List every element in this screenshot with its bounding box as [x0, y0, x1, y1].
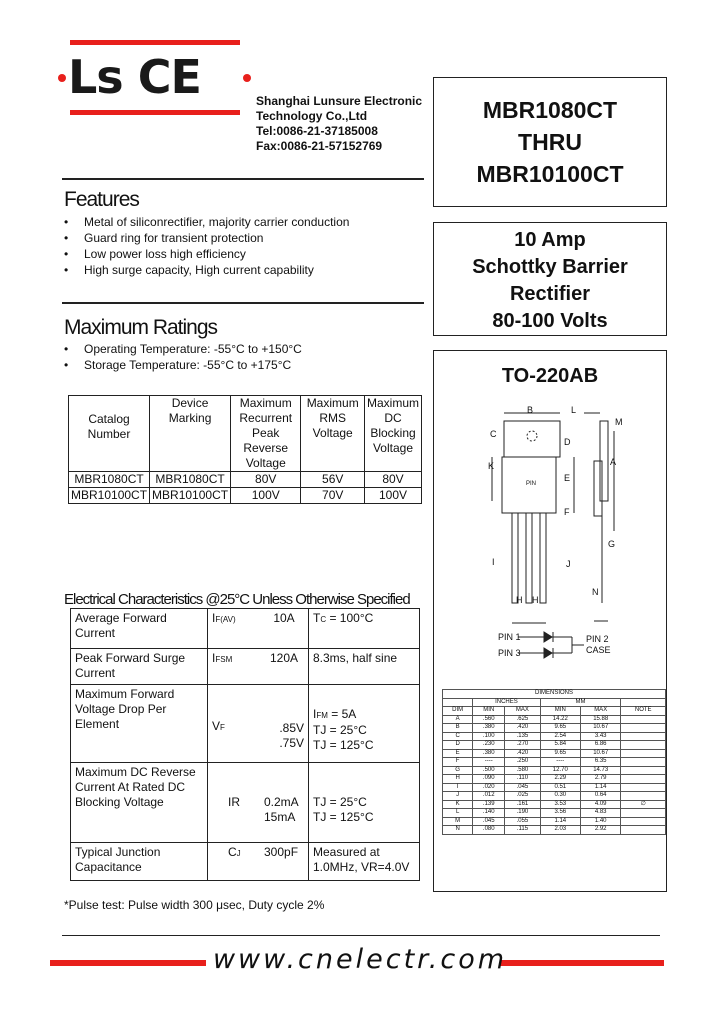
- table-row: D .230 .270 5.84 6.86: [443, 741, 666, 750]
- dimensions-inches: INCHES: [473, 698, 540, 707]
- company-tel: Tel:0086-21-37185008: [256, 124, 378, 138]
- part-thru: THRU: [518, 129, 582, 155]
- table-row: E .380 .420 9.65 10.67: [443, 749, 666, 758]
- company-name-line1: Shanghai Lunsure Electronic: [256, 94, 423, 108]
- table-row: N .080 .115 2.03 2.92: [443, 826, 666, 835]
- table-row: F ---- .250 ---- 6.35: [443, 758, 666, 767]
- spec-box: [433, 222, 667, 336]
- package-outline-drawing: [434, 391, 666, 651]
- table-row: Maximum DC Reverse Current At Rated DC Blocking Voltage IR 0.2mA 15mA TJ = 25°C TJ = 125°C: [71, 763, 420, 843]
- dim-header-note: NOTE: [621, 707, 666, 716]
- company-info: [256, 94, 422, 154]
- table-row: Typical Junction Capacitance CJ 300pF Measured at 1.0MHz, VR=4.0V: [71, 843, 420, 881]
- part-number-2: MBR10100CT: [476, 161, 624, 187]
- dimensions-title: DIMENSIONS: [443, 690, 666, 699]
- dim-label-f: F: [564, 507, 570, 517]
- table-row: Maximum Forward Voltage Drop Per Element VF .85V .75V IFM = 5A TJ = 25°C TJ = 125°C: [71, 685, 420, 763]
- table-row: Average Forward Current IF(AV) 10A TC = 100°C: [71, 609, 420, 649]
- header-rule: [62, 178, 424, 180]
- table-row: G .500 .580 12.70 14.73: [443, 766, 666, 775]
- dim-header-mm-min: MIN: [540, 707, 580, 716]
- part-number-1: MBR1080CT: [482, 97, 618, 123]
- table-row: M .045 .055 1.14 1.40: [443, 817, 666, 826]
- dim-header-mm-max: MAX: [581, 707, 621, 716]
- logo-bar-bottom: [70, 110, 240, 115]
- electrical-heading: Electrical Characteristics @25°C Unless Otherwise Specified: [64, 591, 410, 608]
- table-row: MBR10100CT MBR10100CT 100V 70V 100V: [69, 488, 422, 504]
- ratings-header-marking: Device Marking: [150, 396, 231, 472]
- ratings-header-vrrm: Maximum Recurrent Peak Reverse Voltage: [231, 396, 301, 472]
- dim-label-n: N: [592, 587, 599, 597]
- electrical-table: [70, 608, 420, 881]
- features-rule: [62, 302, 424, 304]
- logo: Ls CE: [68, 50, 201, 104]
- table-row: B .380 .420 9.65 10.67: [443, 724, 666, 733]
- dim-header-dim: DIM: [443, 707, 473, 716]
- company-fax: Fax:0086-21-57152769: [256, 139, 383, 153]
- ratings-heading: Maximum Ratings: [64, 316, 218, 339]
- dim-label-b: B: [527, 405, 534, 415]
- dim-header-in-min: MIN: [473, 707, 505, 716]
- feature-item: • High surge capacity, High current capability: [64, 262, 349, 278]
- dim-label-h2: H: [532, 595, 539, 605]
- dim-label-j: J: [566, 559, 571, 569]
- feature-item: • Guard ring for transient protection: [64, 230, 349, 246]
- ratings-table: [68, 395, 422, 504]
- spec-device: Rectifier: [509, 283, 591, 305]
- ratings-list: [64, 341, 302, 373]
- pulse-note: *Pulse test: Pulse width 300 μsec, Duty cycle 2%: [64, 898, 325, 912]
- table-row: J .012 .025 0.30 0.64: [443, 792, 666, 801]
- dim-label-m: M: [615, 417, 623, 427]
- rating-item: • Storage Temperature: -55°C to +175°C: [64, 357, 302, 373]
- spec-type: Schottky Barrier: [472, 256, 628, 278]
- dim-label-d: D: [564, 437, 571, 447]
- dimensions-table: [442, 689, 666, 835]
- dim-label-a: A: [610, 457, 617, 467]
- table-row: MBR1080CT MBR1080CT 80V 56V 80V: [69, 472, 422, 488]
- ratings-header-vdc: Maximum DC Blocking Voltage: [364, 396, 421, 472]
- spec-voltage: 80-100 Volts: [492, 310, 608, 332]
- table-row: I .020 .045 0.51 1.14: [443, 783, 666, 792]
- table-row: A .560 .625 14.22 15.88: [443, 715, 666, 724]
- dim-label-g: G: [608, 539, 616, 549]
- case-label: CASE: [586, 645, 611, 655]
- rating-item: • Operating Temperature: -55°C to +150°C: [64, 341, 302, 357]
- pin2-label: PIN 2: [586, 634, 609, 644]
- dimensions-mm: MM: [540, 698, 621, 707]
- title-box: [433, 77, 667, 207]
- pin1-label: PIN 1: [498, 632, 521, 642]
- features-list: [64, 214, 349, 278]
- feature-item: • Low power loss high efficiency: [64, 246, 349, 262]
- pin3-label: PIN 3: [498, 648, 521, 658]
- table-row: H .090 .110 2.29 2.79: [443, 775, 666, 784]
- dim-label-c: C: [490, 429, 497, 439]
- package-name: TO-220AB: [501, 365, 599, 387]
- features-heading: Features: [64, 188, 139, 211]
- feature-item: • Metal of siliconrectifier, majority carrier conduction: [64, 214, 349, 230]
- logo-bar-top: [70, 40, 240, 45]
- dim-label-pin: PIN: [526, 481, 537, 487]
- dim-label-h1: H: [516, 595, 523, 605]
- package-box: [433, 350, 667, 892]
- footer-thin-rule: [62, 935, 660, 936]
- dim-label-l: L: [571, 405, 577, 415]
- table-row: Peak Forward Surge Current IFSM 120A 8.3ms, half sine: [71, 649, 420, 685]
- company-name-line2: Technology Co.,Ltd: [256, 109, 368, 123]
- dim-header-in-max: MAX: [505, 707, 540, 716]
- logo-dot-left: [58, 74, 66, 82]
- dim-label-e: E: [564, 473, 571, 483]
- ratings-header-vrms: Maximum RMS Voltage: [301, 396, 365, 472]
- table-row: C .100 .135 2.54 3.43: [443, 732, 666, 741]
- ratings-header-catalog: Catalog Number: [69, 396, 150, 472]
- website-link[interactable]: www.cnelectr.com: [212, 944, 508, 975]
- table-row: L .140 .190 3.56 4.83: [443, 809, 666, 818]
- dim-label-i: I: [492, 557, 495, 567]
- spec-current: 10 Amp: [514, 229, 586, 251]
- logo-dot-right: [243, 74, 251, 82]
- table-row: K .139 .161 3.53 4.09 ∅: [443, 800, 666, 809]
- dim-label-k: K: [488, 461, 495, 471]
